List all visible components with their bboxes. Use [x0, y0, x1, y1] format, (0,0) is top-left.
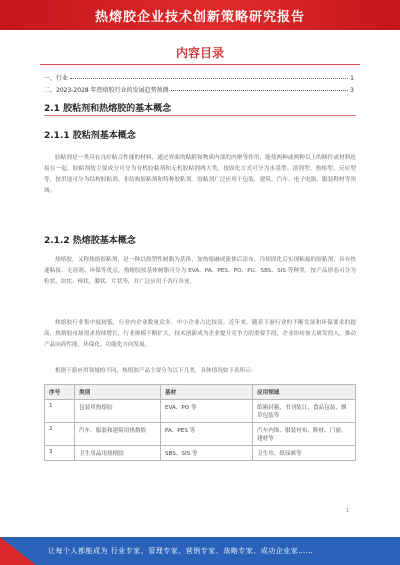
subsection-heading-1: 2.1.1 胶粘剂基本概念 — [44, 131, 136, 141]
table-cell: PA、PES 等 — [161, 423, 253, 446]
report-header-band — [0, 0, 400, 30]
page-number: 1 — [346, 508, 350, 514]
table-header-cell: 类别 — [75, 385, 161, 400]
toc-title: 内容目录 — [175, 46, 224, 60]
table-cell: 1 — [45, 400, 75, 423]
table-cell: 2 — [45, 423, 75, 446]
table-cell: 汽车内饰、服装衬布、鞋材、门窗、建材等 — [253, 423, 356, 446]
table-cell: SBS、SIS 等 — [161, 446, 253, 461]
table-header-row — [45, 385, 356, 400]
toc-entry-2[interactable] — [44, 85, 354, 94]
table-row — [45, 446, 356, 461]
table-header-cell: 序号 — [45, 385, 75, 400]
table-header-cell: 应用领域 — [253, 385, 356, 400]
toc-divider — [40, 64, 360, 65]
table-cell: 汽车、服装和建筑用热熔胶 — [75, 423, 161, 446]
toc-entry-page: 3 — [350, 87, 354, 94]
table-cell: 3 — [45, 446, 75, 461]
table-cell: 卫生巾、纸尿裤等 — [253, 446, 356, 461]
toc-entry-1[interactable] — [44, 73, 354, 82]
hotmelt-category-table — [44, 384, 356, 461]
subsection-heading-2: 2.1.2 热熔胶基本概念 — [44, 236, 136, 246]
toc-entry-label: 一、行业 — [44, 75, 69, 82]
toc-entry-page: 1 — [350, 75, 354, 82]
section-heading: 2.1 胶粘剂和热熔胶的基本概念 — [44, 104, 172, 114]
table-row — [45, 400, 356, 423]
footer-slogan: 让每个人都能成为 行业专家、管理专家、营销专家、战略专家、成功企业家…… — [48, 547, 314, 555]
toc-leader-dots — [70, 78, 348, 79]
section-heading-rule — [44, 115, 356, 116]
table-cell: 纸箱封箱、书刊装订、食品包装、烟草包装等 — [253, 400, 356, 423]
table-cell: 包装用热熔胶 — [75, 400, 161, 423]
table-row — [45, 423, 356, 446]
toc-leader-dots — [171, 90, 349, 91]
toc-entry-label: 二、2023-2028 年热熔胶行业的发展趋势预测 — [44, 87, 169, 94]
paragraph-table-intro: 根据下游应用领域的不同，热熔胶产品主要分为以下几类，具体情况如下表所示： — [55, 368, 257, 374]
table-cell: EVA、PO 等 — [161, 400, 253, 423]
footer-accent-triangle — [0, 537, 36, 565]
report-title: 热熔胶企业技术创新策略研究报告 — [94, 9, 305, 25]
paragraph-adhesive-concept: 胶粘剂是一类具有良好粘合性能的材料，通过界面的粘附和物质内部的内聚等作用，能使两种或两种以上的制件或材料连接在一起。胶粘剂按主要成分可分为有机胶粘剂和无机胶粘剂两大类，按固化方式可分为水基型、溶剂型、热熔型、反应型等，按用途可分为结构胶粘剂、非结构胶粘剂和特种胶粘剂。胶粘剂广泛应用于包装、建筑、汽车、电子电器、服装鞋材等领域。 — [44, 155, 356, 194]
paragraph-hotmelt-industry: 热熔胶行业集中度较低，行业内企业数量众多，中小企业占比较高。近年来，随着下游行业的不断发展和环保要求的提高，热熔胶市场需求持续增长，行业规模不断扩大，技术创新成为企业提升竞争力的重要手段，企业纷纷加大研发投入，推动产品向高性能、环保化、功能化方向发展。 — [44, 320, 356, 348]
paragraph-hotmelt-concept: 热熔胶，又称热熔胶粘剂，是一种以热塑性树脂为基体，加热熔融成流体后涂布，冷却固化后实现粘接的胶粘剂，具有快速粘接、无溶剂、环保等优点。热熔胶按基体树脂可分为 EVA、PA、PES、PO、PU、SBS、SIS 等种类，按产品形态可分为粒状、块状、棒状、膜状、片状等，并广泛应用于各行各业。 — [44, 257, 356, 285]
table-cell: 卫生用品用热熔胶 — [75, 446, 161, 461]
table-header-cell: 基材 — [161, 385, 253, 400]
